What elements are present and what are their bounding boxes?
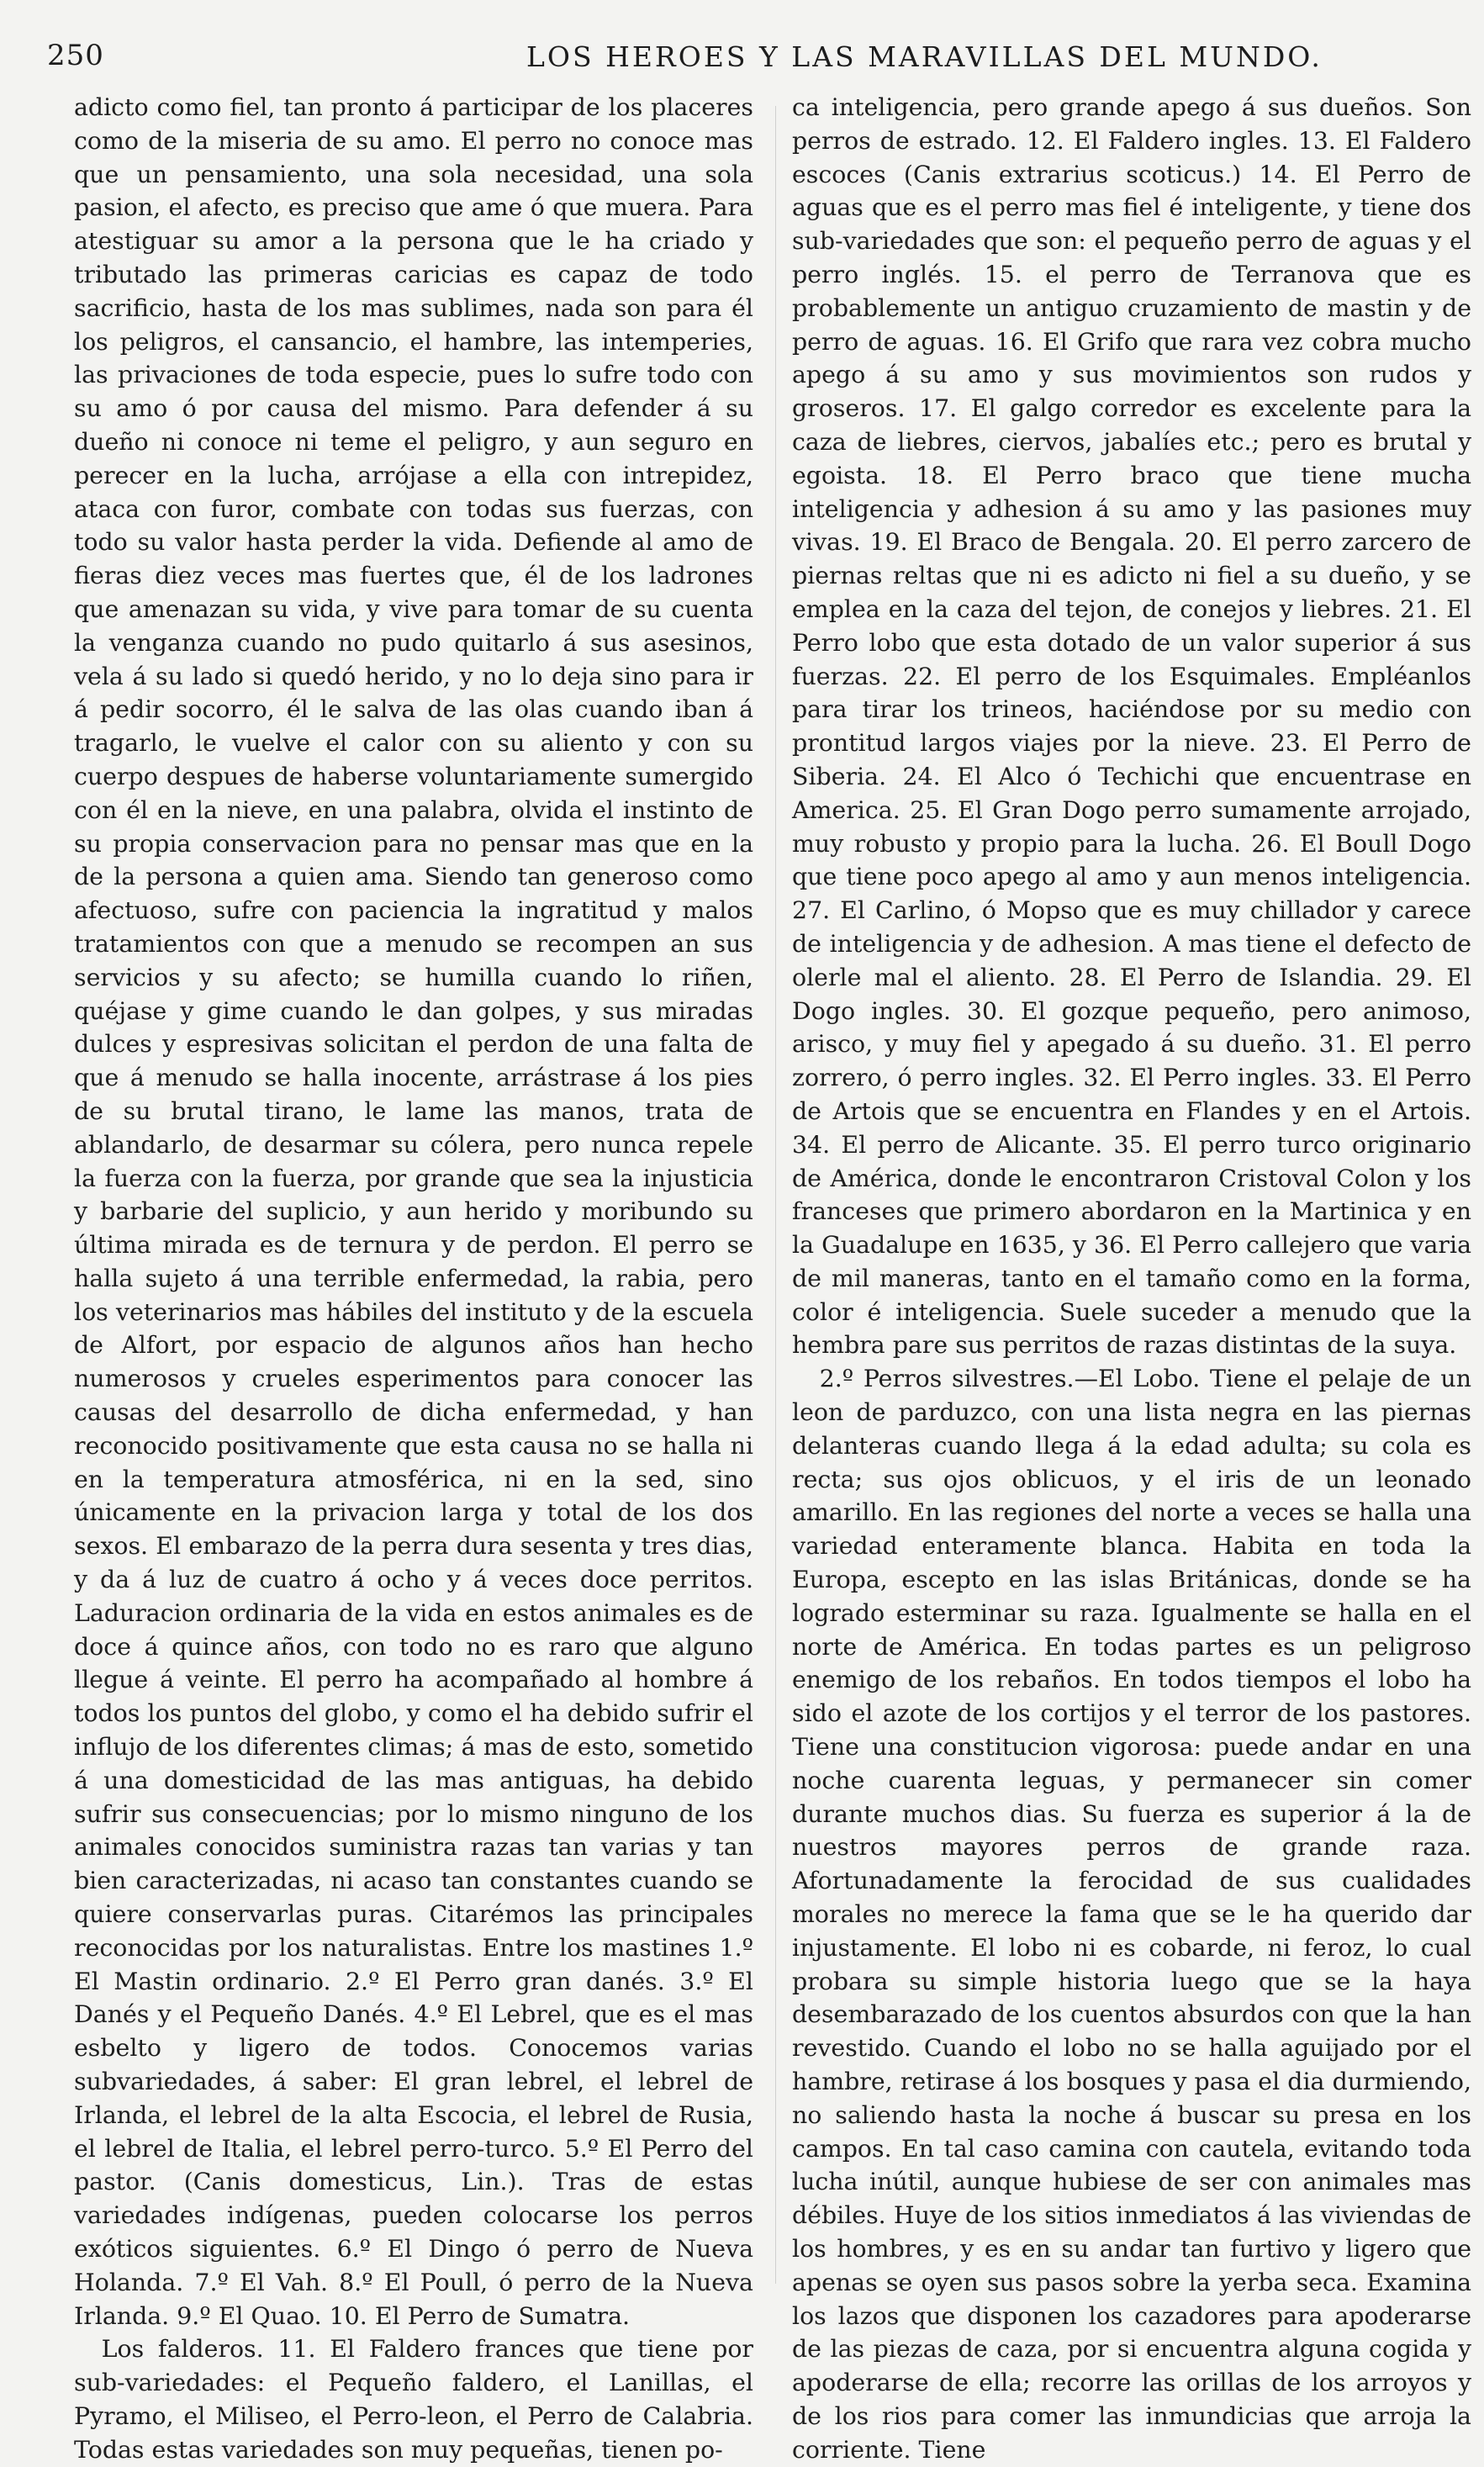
running-title: LOS HEROES Y LAS MARAVILLAS DEL MUNDO.	[526, 40, 1323, 73]
right-paragraph-2: 2.º Perros silvestres.—El Lobo. Tiene el pelaje de un leon de parduzco, con una lista negra en las piernas delanteras cuando llega á la edad adulta; su cola es recta; sus ojos oblicuos, y el iris de un leonado amarillo. En las regiones del norte a veces se halla una variedad enteramente blanca. Habita en toda la Europa, escepto en las islas Británicas, donde se ha logrado esterminar su raza. Igualmente se halla en el norte de América. En todas partes es un peligroso enemigo de los rebaños. En todos tiempos el lobo ha sido el azote de los cortijos y el terror de los pastores. Tiene una constitucion vigorosa: puede andar en una noche cuarenta leguas, y permanecer sin comer durante muchos dias. Su fuerza es superior á la de nuestros mayores perros de grande raza. Afortunadamente la ferocidad de sus cualidades morales no merece la fama que se le ha querido dar injustamente. El lobo ni es cobarde, ni feroz, lo cual probara su simple historia luego que se la haya desembarazado de los cuentos absurdos con que la han revestido. Cuando el lobo no se halla aguijado por el hambre, retirase á los bosques y pasa el dia durmiendo, no saliendo hasta la noche á buscar su presa en los campos. En tal caso camina con cautela, evitando toda lucha inútil, aunque hubiese de ser con animales mas débiles. Huye de los sitios inmediatos á las viviendas de los hombres, y es en su andar tan furtivo y ligero que apenas se oyen sus pasos sobre la yerba seca. Examina los lazos que disponen los cazadores para apoderarse de las piezas de caza, por si encuentra alguna cogida y apoderarse de ella; recorre las orillas de los arroyos y de los rios para comer las inmundicias que arroja la corriente. Tiene	[792, 1365, 1471, 2464]
page-header	[47, 34, 1476, 84]
left-column	[74, 91, 753, 2464]
left-paragraph-2: Los falderos. 11. El Faldero frances que tiene por sub-variedades: el Pequeño faldero, el Lanillas, el Pyramo, el Miliseo, el Perro-leon, el Perro de Calabria. Todas estas variedades son muy pequeñas, tienen po-	[74, 2335, 753, 2464]
left-paragraph-1: adicto como fiel, tan pronto á participar de los placeres como de la miseria de su amo. El perro no conoce mas que un pensamiento, una sola necesidad, una sola pasion, el afecto, es preciso que ame ó que muera. Para atestiguar su amor a la persona que le ha criado y tributado las primeras caricias es capaz de todo sacrificio, hasta de los mas sublimes, nada son para él los peligros, el cansancio, el hambre, las intemperies, las privaciones de toda especie, pues lo sufre todo con su amo ó por causa del mismo. Para defender á su dueño ni conoce ni teme el peligro, y aun seguro en perecer en la lucha, arrójase a ella con intrepidez, ataca con furor, combate con todas sus fuerzas, con todo su valor hasta perder la vida. Defiende al amo de fieras diez veces mas fuertes que, él de los ladrones que amenazan su vida, y vive para tomar de su cuenta la venganza cuando no pudo quitarlo á sus asesinos, vela á su lado si quedó herido, y no lo deja sino para ir á pedir socorro, él le salva de las olas cuando iban á tragarlo, le vuelve el calor con su aliento y con su cuerpo despues de haberse voluntariamente sumergido con él en la nieve, en una palabra, olvida el instinto de su propia conservacion para no pensar mas que en la de la persona a quien ama. Siendo tan generoso como afectuoso, sufre con paciencia la ingratitud y malos tratamientos con que a menudo se recompen an sus servicios y su afecto; se humilla cuando lo riñen, quéjase y gime cuando le dan golpes, y sus miradas dulces y espresivas solicitan el perdon de una falta de que á menudo se halla inocente, arrástrase á los pies de su brutal tirano, le lame las manos, trata de ablandarlo, de desarmar su cólera, pero nunca repele la fuerza con la fuerza, por grande que sea la injusticia y barbarie del suplicio, y aun herido y moribundo su última mirada es de ternura y de perdon. El perro se halla sujeto á una terrible enfermedad, la rabia, pero los veterinarios mas hábiles del instituto y de la escuela de Alfort, por espacio de algunos años han hecho numerosos y crueles esperimentos para conocer las causas del desarrollo de dicha enfermedad, y han reconocido positivamente que esta causa no se halla ni en la temperatura atmosférica, ni en la sed, sino únicamente en la privacion larga y total de los dos sexos. El embarazo de la perra dura sesenta y tres dias, y da á luz de cuatro á ocho y á veces doce perritos. Laduracion ordinaria de la vida en estos animales es de doce á quince años, con todo no es raro que alguno llegue á veinte. El perro ha acompañado al hombre á todos los puntos del globo, y como el ha debido sufrir el influjo de los diferentes climas; á mas de esto, sometido á una domesticidad de las mas antiguas, ha debido sufrir sus consecuencias; por lo mismo ninguno de los animales conocidos suministra razas tan varias y tan bien caracterizadas, ni acaso tan constantes cuando se quiere conservarlas puras. Citarémos las principales reconocidas por los naturalistas. Entre los mastines 1.º El Mastin ordinario. 2.º El Perro gran danés. 3.º El Danés y el Pequeño Danés. 4.º El Lebrel, que es el mas esbelto y ligero de todos. Conocemos varias subvariedades, á saber: El gran lebrel, el lebrel de Irlanda, el lebrel de la alta Escocia, el lebrel de Rusia, el lebrel de Italia, el lebrel perro-turco. 5.º El Perro del pastor. (Canis domesticus, Lin.). Tras de estas variedades indígenas, pueden colocarse los perros exóticos siguientes. 6.º El Dingo ó perro de Nueva Holanda. 7.º El Vah. 8.º El Poull, ó perro de la Nueva Irlanda. 9.º El Quao. 10. El Perro de Sumatra.	[74, 93, 753, 2330]
right-column	[792, 91, 1471, 2464]
column-divider	[775, 106, 776, 2284]
page-number: 250	[47, 39, 104, 72]
right-paragraph-1: ca inteligencia, pero grande apego á sus dueños. Son perros de estrado. 12. El Faldero ingles. 13. El Faldero escoces (Canis extrarius scoticus.) 14. El Perro de aguas que es el perro mas fiel é inteligente, y tiene dos sub-variedades que son: el pequeño perro de aguas y el perro inglés. 15. el perro de Terranova que es probablemente un antiguo cruzamiento de mastin y de perro de aguas. 16. El Grifo que rara vez cobra mucho apego á su amo y sus movimientos son rudos y groseros. 17. El galgo corredor es excelente para la caza de liebres, ciervos, jabalíes etc.; pero es brutal y egoista. 18. El Perro braco que tiene mucha inteligencia y adhesion á su amo y las pasiones muy vivas. 19. El Braco de Bengala. 20. El perro zarcero de piernas reltas que ni es adicto ni fiel a su dueño, y se emplea en la caza del tejon, de conejos y liebres. 21. El Perro lobo que esta dotado de un valor superior á sus fuerzas. 22. El perro de los Esquimales. Empléanlos para tirar los trineos, haciéndose por su medio con prontitud largos viajes por la nieve. 23. El Perro de Siberia. 24. El Alco ó Techichi que encuentrase en America. 25. El Gran Dogo perro sumamente arrojado, muy robusto y propio para la lucha. 26. El Boull Dogo que tiene poco apego al amo y aun menos inteligencia. 27. El Carlino, ó Mopso que es muy chillador y carece de inteligencia y de adhesion. A mas tiene el defecto de olerle mal el aliento. 28. El Perro de Islandia. 29. El Dogo ingles. 30. El gozque pequeño, pero animoso, arisco, y muy fiel y apegado á su dueño. 31. El perro zorrero, ó perro ingles. 32. El Perro ingles. 33. El Perro de Artois que se encuentra en Flandes y en el Artois. 34. El perro de Alicante. 35. El perro turco originario de América, donde le encontraron Cristoval Colon y los franceses que primero abordaron en la Martinica y en la Guadalupe en 1635, y 36. El Perro callejero que varia de mil maneras, tanto en el tamaño como en la forma, color é inteligencia. Suele suceder a menudo que la hembra pare sus perritos de razas distintas de la suya.	[792, 93, 1471, 1360]
